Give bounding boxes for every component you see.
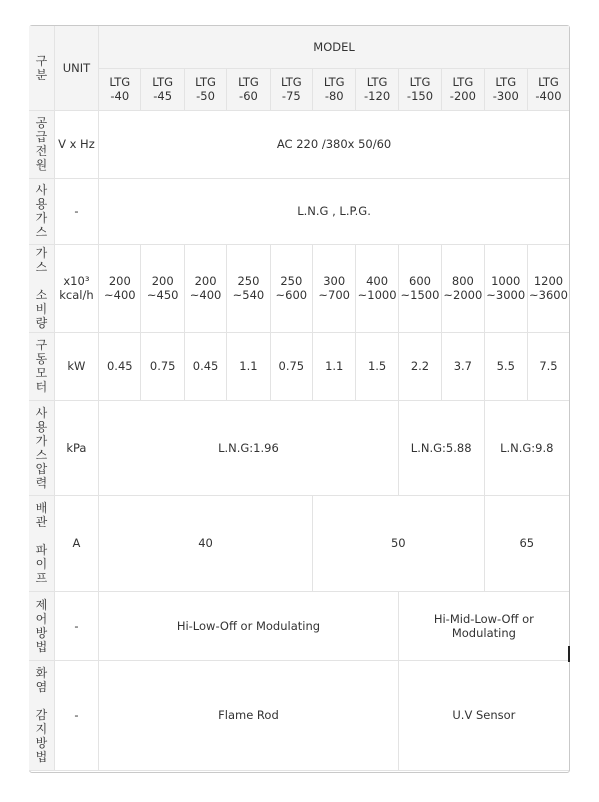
value-gas-pressure: L.N.G:1.96 bbox=[99, 400, 399, 495]
value-flame: Flame Rod bbox=[99, 660, 399, 770]
value-gas-consumption: 200 ~400 bbox=[99, 244, 141, 332]
value-gas-consumption: 300 ~700 bbox=[313, 244, 356, 332]
value-pipe: 65 bbox=[484, 495, 569, 591]
value-motor: 3.7 bbox=[442, 332, 484, 400]
model-name: LTG -40 bbox=[99, 68, 141, 110]
row-label-gas-consumption: 가스 소비량 bbox=[29, 244, 54, 332]
row-gas-pressure bbox=[29, 400, 569, 495]
row-label-gas-type: 사용가스 bbox=[29, 178, 54, 244]
value-gas-consumption: 800 ~2000 bbox=[442, 244, 484, 332]
model-header: MODEL bbox=[99, 26, 569, 68]
model-name: LTG -45 bbox=[141, 68, 184, 110]
category-header: 구분 bbox=[29, 26, 54, 110]
unit-motor: kW bbox=[54, 332, 98, 400]
row-control bbox=[29, 591, 569, 660]
spec-table bbox=[29, 26, 569, 771]
header-row-models bbox=[29, 68, 569, 110]
value-motor: 5.5 bbox=[484, 332, 527, 400]
model-name: LTG -300 bbox=[484, 68, 527, 110]
row-motor bbox=[29, 332, 569, 400]
value-motor: 1.5 bbox=[356, 332, 398, 400]
row-label-power: 공급전원 bbox=[29, 110, 54, 178]
value-pipe: 40 bbox=[99, 495, 313, 591]
unit-gas-consumption: x10³ kcal/h bbox=[54, 244, 98, 332]
value-motor: 2.2 bbox=[398, 332, 441, 400]
model-name: LTG -400 bbox=[527, 68, 569, 110]
value-control: Hi-Mid-Low-Off or Modulating bbox=[398, 591, 569, 660]
value-motor: 0.45 bbox=[184, 332, 226, 400]
model-name: LTG -50 bbox=[184, 68, 226, 110]
value-gas-consumption: 1000 ~3000 bbox=[484, 244, 527, 332]
value-motor: 1.1 bbox=[313, 332, 356, 400]
value-control: Hi-Low-Off or Modulating bbox=[99, 591, 399, 660]
row-pipe bbox=[29, 495, 569, 591]
value-motor: 7.5 bbox=[527, 332, 569, 400]
row-label-gas-pressure: 사용가스압력 bbox=[29, 400, 54, 495]
value-gas-consumption: 200 ~450 bbox=[141, 244, 184, 332]
value-gas-consumption: 250 ~600 bbox=[270, 244, 312, 332]
value-gas-consumption: 200 ~400 bbox=[184, 244, 226, 332]
value-gas-consumption: 600 ~1500 bbox=[398, 244, 441, 332]
row-gas-consumption bbox=[29, 244, 569, 332]
unit-control: - bbox=[54, 591, 98, 660]
model-name: LTG -75 bbox=[270, 68, 312, 110]
unit-gas-type: - bbox=[54, 178, 98, 244]
row-gas-type bbox=[29, 178, 569, 244]
row-label-motor: 구동모터 bbox=[29, 332, 54, 400]
model-name: LTG -120 bbox=[356, 68, 398, 110]
value-gas-pressure: L.N.G:9.8 bbox=[484, 400, 569, 495]
unit-pipe: A bbox=[54, 495, 98, 591]
value-motor: 0.75 bbox=[141, 332, 184, 400]
row-label-pipe: 배관 파이프 bbox=[29, 495, 54, 591]
model-name: LTG -60 bbox=[227, 68, 270, 110]
unit-flame: - bbox=[54, 660, 98, 770]
row-label-control: 제어방법 bbox=[29, 591, 54, 660]
value-motor: 0.75 bbox=[270, 332, 312, 400]
row-flame bbox=[29, 660, 569, 770]
unit-power: V x Hz bbox=[54, 110, 98, 178]
model-name: LTG -80 bbox=[313, 68, 356, 110]
value-gas-pressure: L.N.G:5.88 bbox=[398, 400, 484, 495]
value-motor: 0.45 bbox=[99, 332, 141, 400]
unit-header: UNIT bbox=[54, 26, 98, 110]
value-gas-type: L.N.G , L.P.G. bbox=[99, 178, 569, 244]
value-motor: 1.1 bbox=[227, 332, 270, 400]
unit-gas-pressure: kPa bbox=[54, 400, 98, 495]
value-gas-consumption: 250 ~540 bbox=[227, 244, 270, 332]
row-power bbox=[29, 110, 569, 178]
model-name: LTG -200 bbox=[442, 68, 484, 110]
value-pipe: 50 bbox=[313, 495, 485, 591]
value-gas-consumption: 400 ~1000 bbox=[356, 244, 398, 332]
header-row-model bbox=[29, 26, 569, 68]
text-cursor bbox=[568, 646, 570, 662]
row-label-flame: 화염 감지방법 bbox=[29, 660, 54, 770]
value-power: AC 220 /380x 50/60 bbox=[99, 110, 569, 178]
value-flame: U.V Sensor bbox=[398, 660, 569, 770]
model-name: LTG -150 bbox=[398, 68, 441, 110]
value-gas-consumption: 1200 ~3600 bbox=[527, 244, 569, 332]
